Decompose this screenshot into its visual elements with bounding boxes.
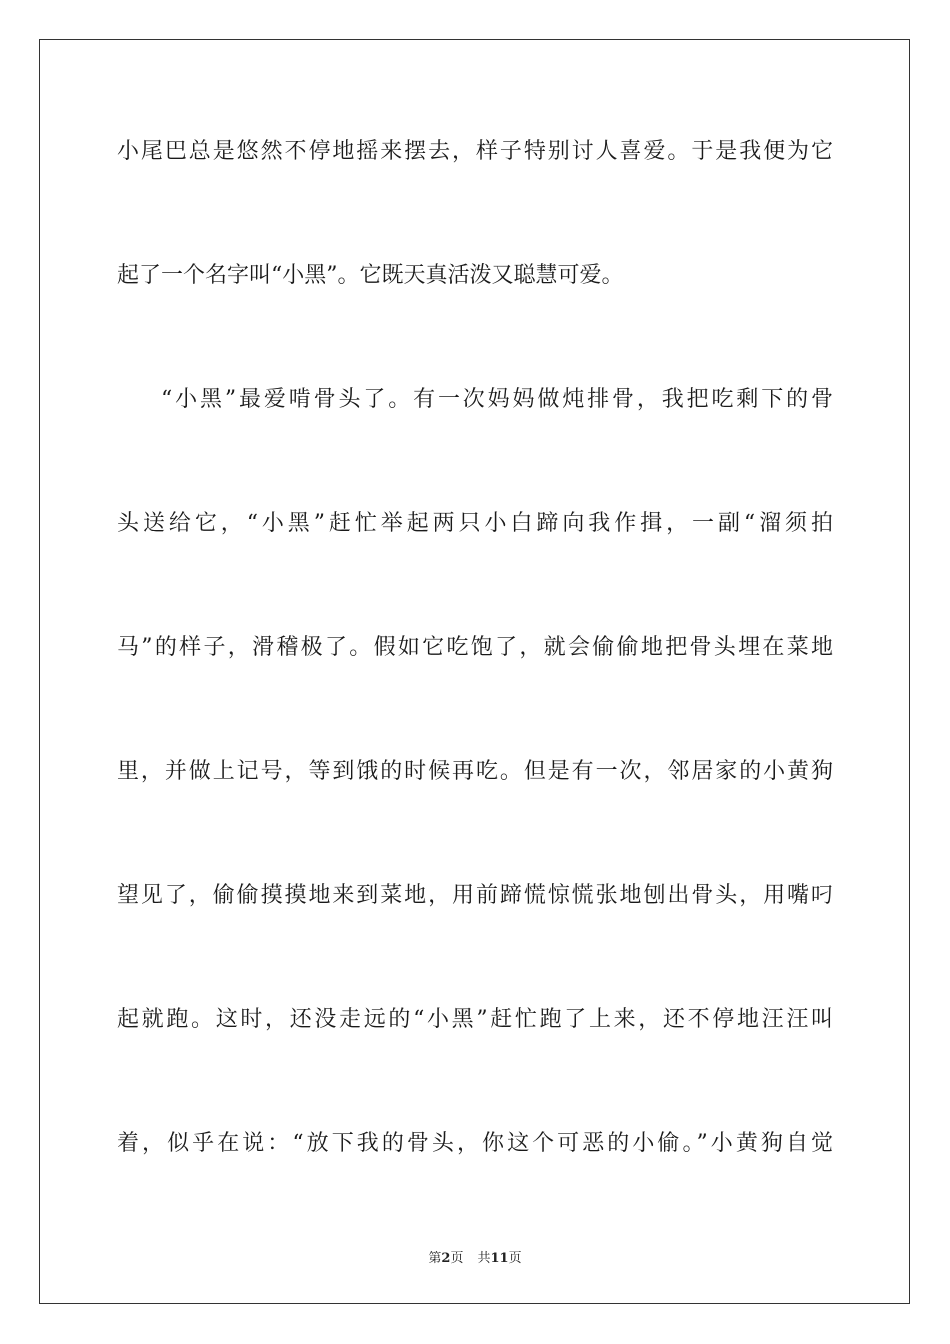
page-number-suffix: 页 xyxy=(450,1251,464,1266)
text-line: 起了一个名字叫“小黑”。它既天真活泼又聪慧可爱。 xyxy=(117,263,624,288)
page-number-prefix: 第 xyxy=(428,1251,442,1266)
text-line: 望见了，偷偷摸摸地来到菜地，用前蹄慌惊慌张地刨出骨头，用嘴叼 xyxy=(117,883,833,908)
document-body xyxy=(117,122,833,1238)
text-line: 里，并做上记号，等到饿的时候再吃。但是有一次，邻居家的小黄狗 xyxy=(117,759,833,784)
text-line: 头送给它，“小黑”赶忙举起两只小白蹄向我作揖，一副“溜须拍 xyxy=(117,511,833,536)
page-total-prefix: 共 xyxy=(477,1251,491,1266)
text-line: “小黑”最爱啃骨头了。有一次妈妈做炖排骨，我把吃剩下的骨 xyxy=(161,387,833,412)
page-number-current: 2 xyxy=(441,1251,451,1266)
text-line: 小尾巴总是悠然不停地摇来摆去，样子特别讨人喜爱。于是我便为它 xyxy=(117,139,833,164)
text-line: 马”的样子，滑稽极了。假如它吃饱了，就会偷偷地把骨头埋在菜地 xyxy=(117,635,833,660)
page-footer xyxy=(0,1247,950,1266)
page-total: 11 xyxy=(490,1251,509,1266)
text-line: 着，似乎在说：“放下我的骨头，你这个可恶的小偷。”小黄狗自觉 xyxy=(117,1131,833,1156)
page-total-suffix: 页 xyxy=(508,1251,522,1266)
text-line: 起就跑。这时，还没走远的“小黑”赶忙跑了上来，还不停地汪汪叫 xyxy=(117,1007,833,1032)
